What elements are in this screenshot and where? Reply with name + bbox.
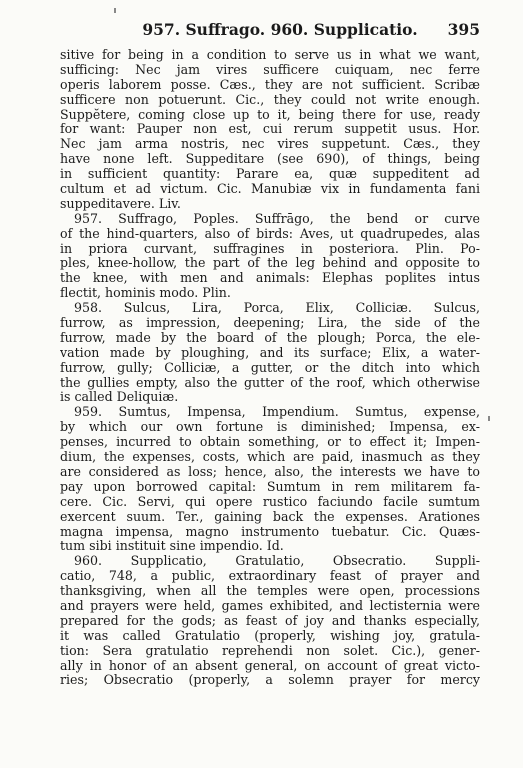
text-line: sufficere non potuerunt. Cic., they could not write enough.: [60, 92, 480, 107]
text-line: it was called Gratulatio (properly, wishing joy, gratula-: [60, 628, 480, 643]
scan-speck: [114, 8, 116, 13]
scan-speck: [488, 416, 490, 421]
running-title: 957. Suffrago. 960. Supplicatio.: [142, 20, 418, 39]
text-line: the gullies empty, also the gutter of the roof, which otherwise: [60, 375, 480, 390]
text-line: the knee, with men and animals: Elephas poplites intus: [60, 271, 480, 286]
text-line: by which our own fortune is diminished; Impensa, ex-: [60, 420, 480, 435]
entry-958-heading: 958. Sulcus, Lira, Porca, Elix, Colliciæ. Sulcus,: [74, 301, 480, 316]
text-line: suppeditavere. Liv.: [60, 196, 181, 211]
text-line: is called Deliquiæ.: [60, 390, 179, 405]
text-line: tion: Sera gratulatio reprehendi non solet. Cic.), gener-: [60, 643, 480, 658]
text-line: cere. Cic. Servi, qui opere rustico faciundo facile sumtum: [60, 494, 480, 509]
text-line: operis laborem posse. Cæs., they are not sufficient. Scribæ: [60, 77, 480, 92]
text-line: cultum et ad victum. Cic. Manubiæ vix in fundamenta fani: [60, 182, 480, 197]
text-line: ples, knee-hollow, the part of the leg behind and opposite to: [60, 256, 480, 271]
text-line: thanksgiving, when all the temples were open, processions: [60, 584, 480, 599]
text-line: dium, the expenses, costs, which are paid, inasmuch as they: [60, 450, 480, 465]
text-line: penses, incurred to obtain something, or to effect it; Impen-: [60, 435, 480, 450]
text-line: tum sibi instituit sine impendio. Id.: [60, 539, 284, 554]
text-line: furrow, gully; Colliciæ, a gutter, or the ditch into which: [60, 360, 480, 375]
text-line: magna impensa, magno instrumento tuebatur. Cic. Quæs-: [60, 524, 480, 539]
text-line: for want: Pauper non est, cui rerum suppetit usus. Hor.: [60, 122, 480, 137]
text-line: have none left. Suppeditare (see 690), of things, being: [60, 152, 480, 167]
text-line: in sufficient quantity: Parare ea, quæ suppeditent ad: [60, 167, 480, 182]
page-body: [60, 48, 480, 688]
running-header: [60, 20, 480, 42]
text-line: exercent suum. Ter., gaining back the expenses. Arationes: [60, 509, 480, 524]
text-line: ries; Obsecratio (properly, a solemn prayer for mercy: [60, 673, 480, 688]
entry-960-heading: 960. Supplicatio, Gratulatio, Obsecratio. Suppli-: [74, 554, 480, 569]
text-line: in priora curvant, suffragines in posteriora. Plin. Po-: [60, 241, 480, 256]
text-line: vation made by ploughing, and its surface; Elix, a water-: [60, 345, 480, 360]
text-line: sufficing: Nec jam vires sufficere cuiquam, nec ferre: [60, 62, 480, 77]
text-line: furrow, as impression, deepening; Lira, the side of the: [60, 316, 480, 331]
text-line: pay upon borrowed capital: Sumtum in rem militarem fa-: [60, 479, 480, 494]
text-line: are considered as loss; hence, also, the interests we have to: [60, 464, 480, 479]
text-line: prepared for the gods; as feast of joy and thanks especially,: [60, 613, 480, 628]
entry-959-heading: 959. Sumtus, Impensa, Impendium. Sumtus, expense,: [74, 405, 480, 420]
text-line: Nec jam arma nostris, nec vires suppetunt. Cæs., they: [60, 137, 480, 152]
entry-957-heading: 957. Suffrago, Poples. Suffrāgo, the bend or curve: [74, 211, 480, 226]
text-line: Suppĕtere, coming close up to it, being there for use, ready: [60, 107, 480, 122]
text-line: furrow, made by the board of the plough; Porca, the ele-: [60, 330, 480, 345]
text-line: catio, 748, a public, extraordinary feast of prayer and: [60, 569, 480, 584]
text-line: and prayers were held, games exhibited, and lectisternia were: [60, 598, 480, 613]
text-line: sitive for being in a condition to serve us in what we want,: [60, 48, 480, 62]
text-line: of the hind-quarters, also of birds: Aves, ut quadrupedes, alas: [60, 226, 480, 241]
page-number: 395: [447, 20, 480, 39]
text-line: flectit, hominis modo. Plin.: [60, 286, 231, 301]
text-line: ally in honor of an absent general, on account of great victo-: [60, 658, 480, 673]
